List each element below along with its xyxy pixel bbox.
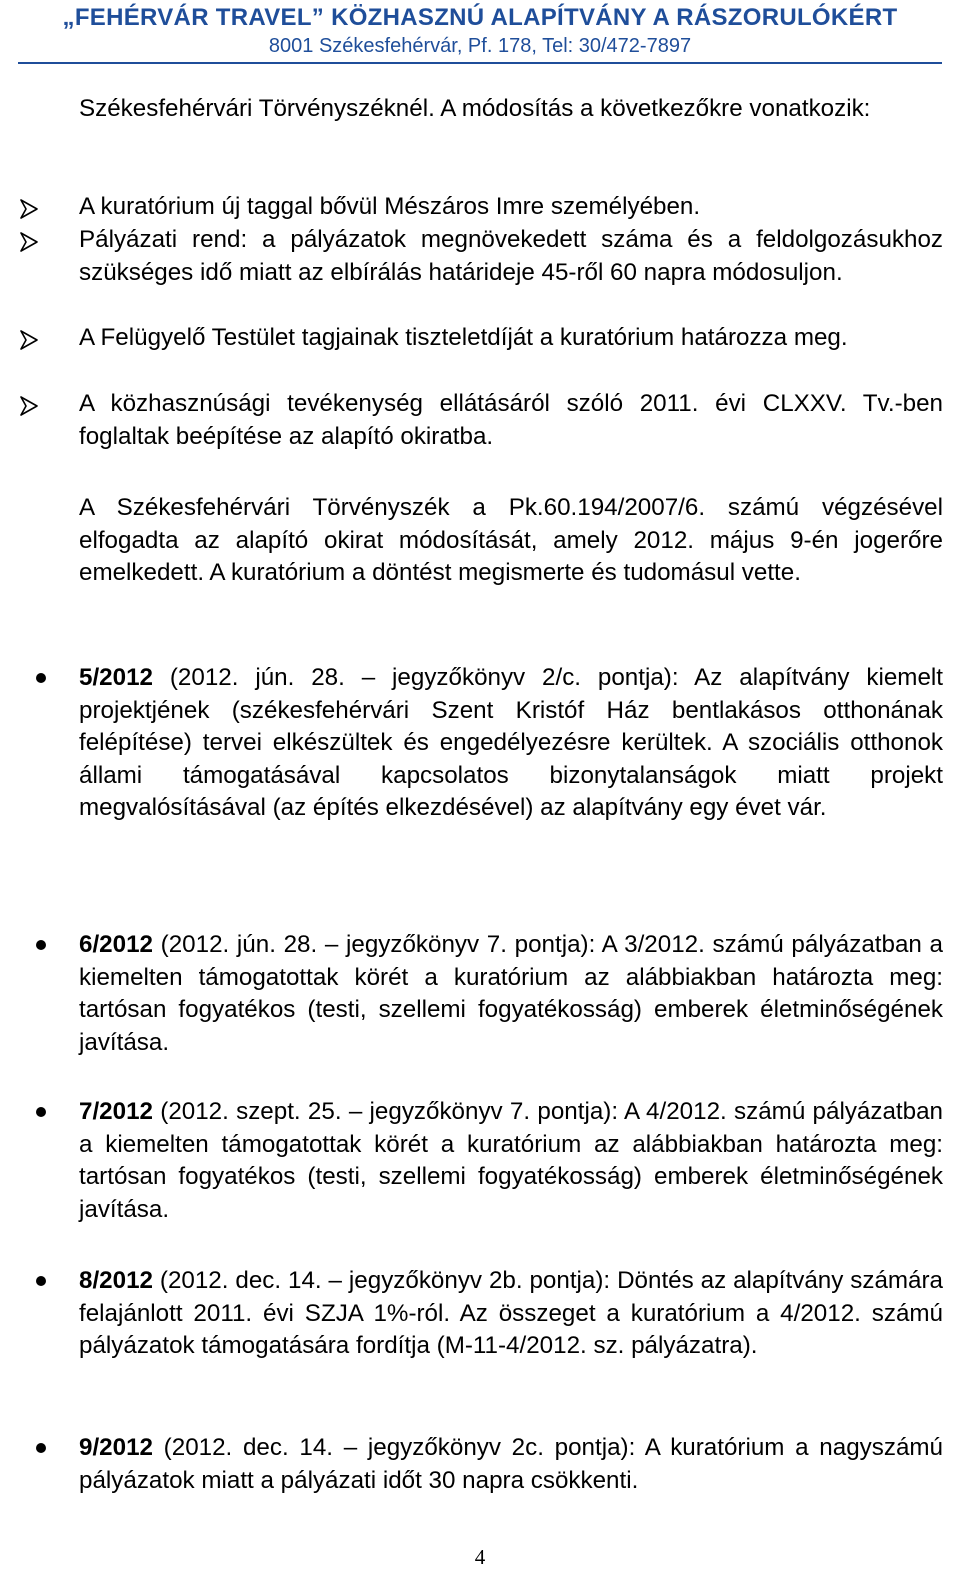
decision-text: (2012. jún. 28. – jegyzőkönyv 7. pontja): A 3/2012. számú pályázatban a kiemelten támogatottak körét a kuratórium az alábbiakban határozta meg: tartósan fogyatékos (testi, szellemi fogyatékosság) emberek életminőségének javítása.: [79, 931, 943, 1056]
arrow-bullet-icon: [19, 330, 39, 350]
bullet-dot-icon: [36, 1107, 46, 1117]
decision-item: [79, 1096, 943, 1226]
header-divider: [18, 62, 942, 64]
decision-text: (2012. dec. 14. – jegyzőkönyv 2b. pontja): Döntés az alapítvány számára felajánlott 2011. évi SZJA 1%-ról. Az összeget a kuratórium a 4/2012. számú pályázatok támogatására fordítja (M-11-4/2012. sz. pályázatra).: [79, 1267, 943, 1360]
list-item: [79, 224, 943, 289]
decision-number: 5/2012: [79, 664, 153, 691]
organization-name: „FEHÉRVÁR TRAVEL” KÖZHASZNÚ ALAPÍTVÁNY A RÁSZORULÓKÉRT: [62, 4, 898, 31]
bullet-dot-icon: [36, 1443, 46, 1453]
bullet-dot-icon: [36, 940, 46, 950]
list-item-text: A közhasznúsági tevékenység ellátásáról szóló 2011. évi CLXXV. Tv.-ben foglaltak beépítése az alapító okiratba.: [79, 390, 943, 450]
decision-number: 7/2012: [79, 1098, 153, 1125]
decision-item: [79, 1432, 943, 1497]
decision-text: (2012. jún. 28. – jegyzőkönyv 2/c. pontja): Az alapítvány kiemelt projektjének (székesfehérvári Szent Kristóf Ház bentlakásos otthonának felépítése) tervei elkészültek és engedélyezésre kerültek. A szociális otthonok állami támogatásával kapcsolatos bizonytalanságok miatt projekt megvalósításával (az építés elkezdésével) az alapítvány egy évet vár.: [79, 664, 943, 822]
bullet-dot-icon: [36, 1276, 46, 1286]
page-number: 4: [474, 1545, 486, 1569]
decision-item: [79, 929, 943, 1059]
arrow-bullet-icon: [19, 232, 39, 252]
decision-item: [79, 1265, 943, 1363]
letterhead: [0, 0, 960, 66]
list-item-text: A Felügyelő Testület tagjainak tiszteletdíját a kuratórium határozza meg.: [79, 324, 848, 351]
arrow-bullet-icon: [19, 199, 39, 219]
list-item-text: A kuratórium új taggal bővül Mészáros Imre személyében.: [79, 193, 701, 220]
court-paragraph: A Székesfehérvári Törvényszék a Pk.60.194/2007/6. számú végzésével elfogadta az alapító okirat módosítását, amely 2012. május 9-én jogerőre emelkedett. A kuratórium a döntést megismerte és tudomásul vette.: [79, 494, 943, 587]
list-item: [79, 191, 943, 224]
decision-number: 6/2012: [79, 931, 153, 958]
decision-number: 9/2012: [79, 1434, 153, 1461]
organization-address: 8001 Székesfehérvár, Pf. 178, Tel: 30/472-7897: [268, 35, 692, 57]
list-item-text: Pályázati rend: a pályázatok megnövekedett száma és a feldolgozásukhoz szükséges idő miatt az elbírálás határideje 45-ről 60 napra módosuljon.: [79, 226, 943, 286]
arrow-bullet-icon: [19, 396, 39, 416]
decision-text: (2012. szept. 25. – jegyzőkönyv 7. pontja): A 4/2012. számú pályázatban a kiemelten támogatottak körét a kuratórium az alábbiakban határozta meg: tartósan fogyatékos (testi, szellemi fogyatékosság) emberek életminőségének javítása.: [79, 1098, 943, 1223]
decision-text: (2012. dec. 14. – jegyzőkönyv 2c. pontja): A kuratórium a nagyszámú pályázatok miatt a pályázati időt 30 napra csökkenti.: [79, 1434, 943, 1494]
decision-item: [79, 662, 943, 825]
list-item: [79, 388, 943, 453]
intro-paragraph: Székesfehérvári Törvényszéknél. A módosítás a következőkre vonatkozik:: [79, 95, 871, 122]
decision-number: 8/2012: [79, 1267, 153, 1294]
list-item: [79, 322, 943, 355]
bullet-dot-icon: [36, 673, 46, 683]
